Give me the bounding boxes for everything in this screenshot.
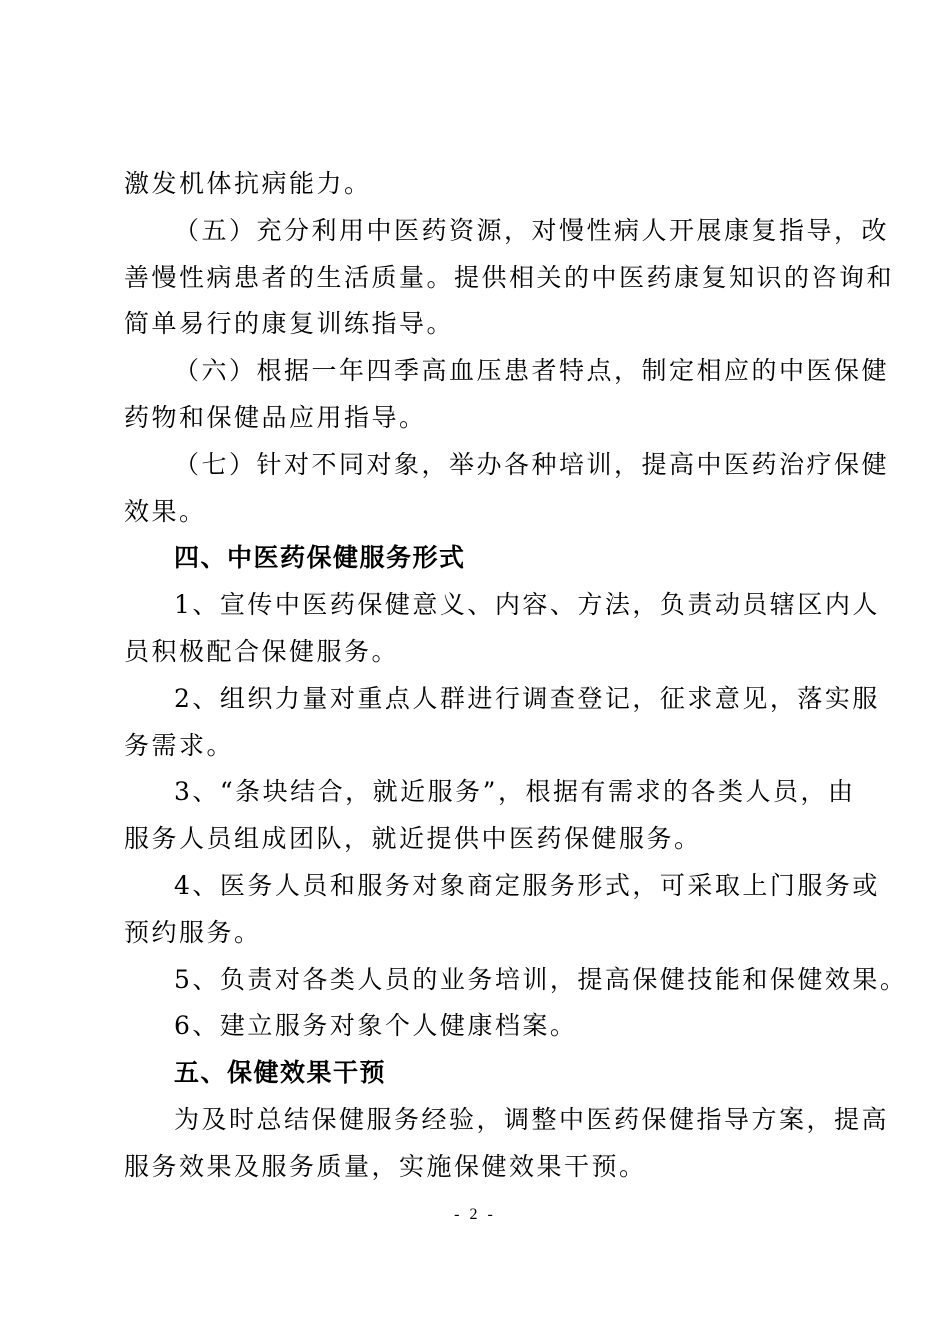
list-item-four-line: 4、医务人员和服务对象商定服务形式，可采取上门服务或 bbox=[174, 870, 880, 900]
body-text-line: 预约服务。 bbox=[124, 917, 262, 947]
body-text-line: 员积极配合保健服务。 bbox=[124, 636, 400, 666]
list-item-three-line: 3、“条块结合，就近服务”，根据有需求的各类人员，由 bbox=[174, 777, 856, 807]
section-heading-four: 四、中医药保健服务形式 bbox=[174, 543, 466, 573]
list-item-two-line: 2、组织力量对重点人群进行调查登记，征求意见，落实服 bbox=[174, 683, 880, 713]
body-text-line: 善慢性病患者的生活质量。提供相关的中医药康复知识的咨询和 bbox=[124, 262, 895, 292]
body-text-line: 效果。 bbox=[124, 496, 207, 526]
paragraph-seven-line: （七）针对不同对象，举办各种培训，提高中医药治疗保健 bbox=[174, 449, 890, 479]
page-number: - 2 - bbox=[454, 1206, 496, 1223]
list-item-five-line: 5、负责对各类人员的业务培训，提高保健技能和保健效果。 bbox=[174, 964, 908, 994]
body-text-line: 服务人员组成团队，就近提供中医药保健服务。 bbox=[124, 824, 702, 854]
closing-paragraph-line: 为及时总结保健服务经验，调整中医药保健指导方案，提高 bbox=[174, 1104, 890, 1134]
body-text-line: 务需求。 bbox=[124, 730, 235, 760]
body-text-line: 简单易行的康复训练指导。 bbox=[124, 309, 455, 339]
paragraph-five-line: （五）充分利用中医药资源，对慢性病人开展康复指导，改 bbox=[174, 215, 890, 245]
list-item-one-line: 1、宣传中医药保健意义、内容、方法，负责动员辖区内人 bbox=[174, 590, 880, 620]
section-heading-five: 五、保健效果干预 bbox=[174, 1058, 387, 1088]
paragraph-six-line: （六）根据一年四季高血压患者特点，制定相应的中医保健 bbox=[174, 356, 890, 386]
document-body bbox=[124, 161, 908, 1191]
body-text-line: 药物和保健品应用指导。 bbox=[124, 402, 427, 432]
body-text-line: 激发机体抗病能力。 bbox=[124, 169, 372, 198]
body-text-line: 服务效果及服务质量，实施保健效果干预。 bbox=[124, 1151, 647, 1181]
list-item-six-line: 6、建立服务对象个人健康档案。 bbox=[174, 1011, 578, 1041]
